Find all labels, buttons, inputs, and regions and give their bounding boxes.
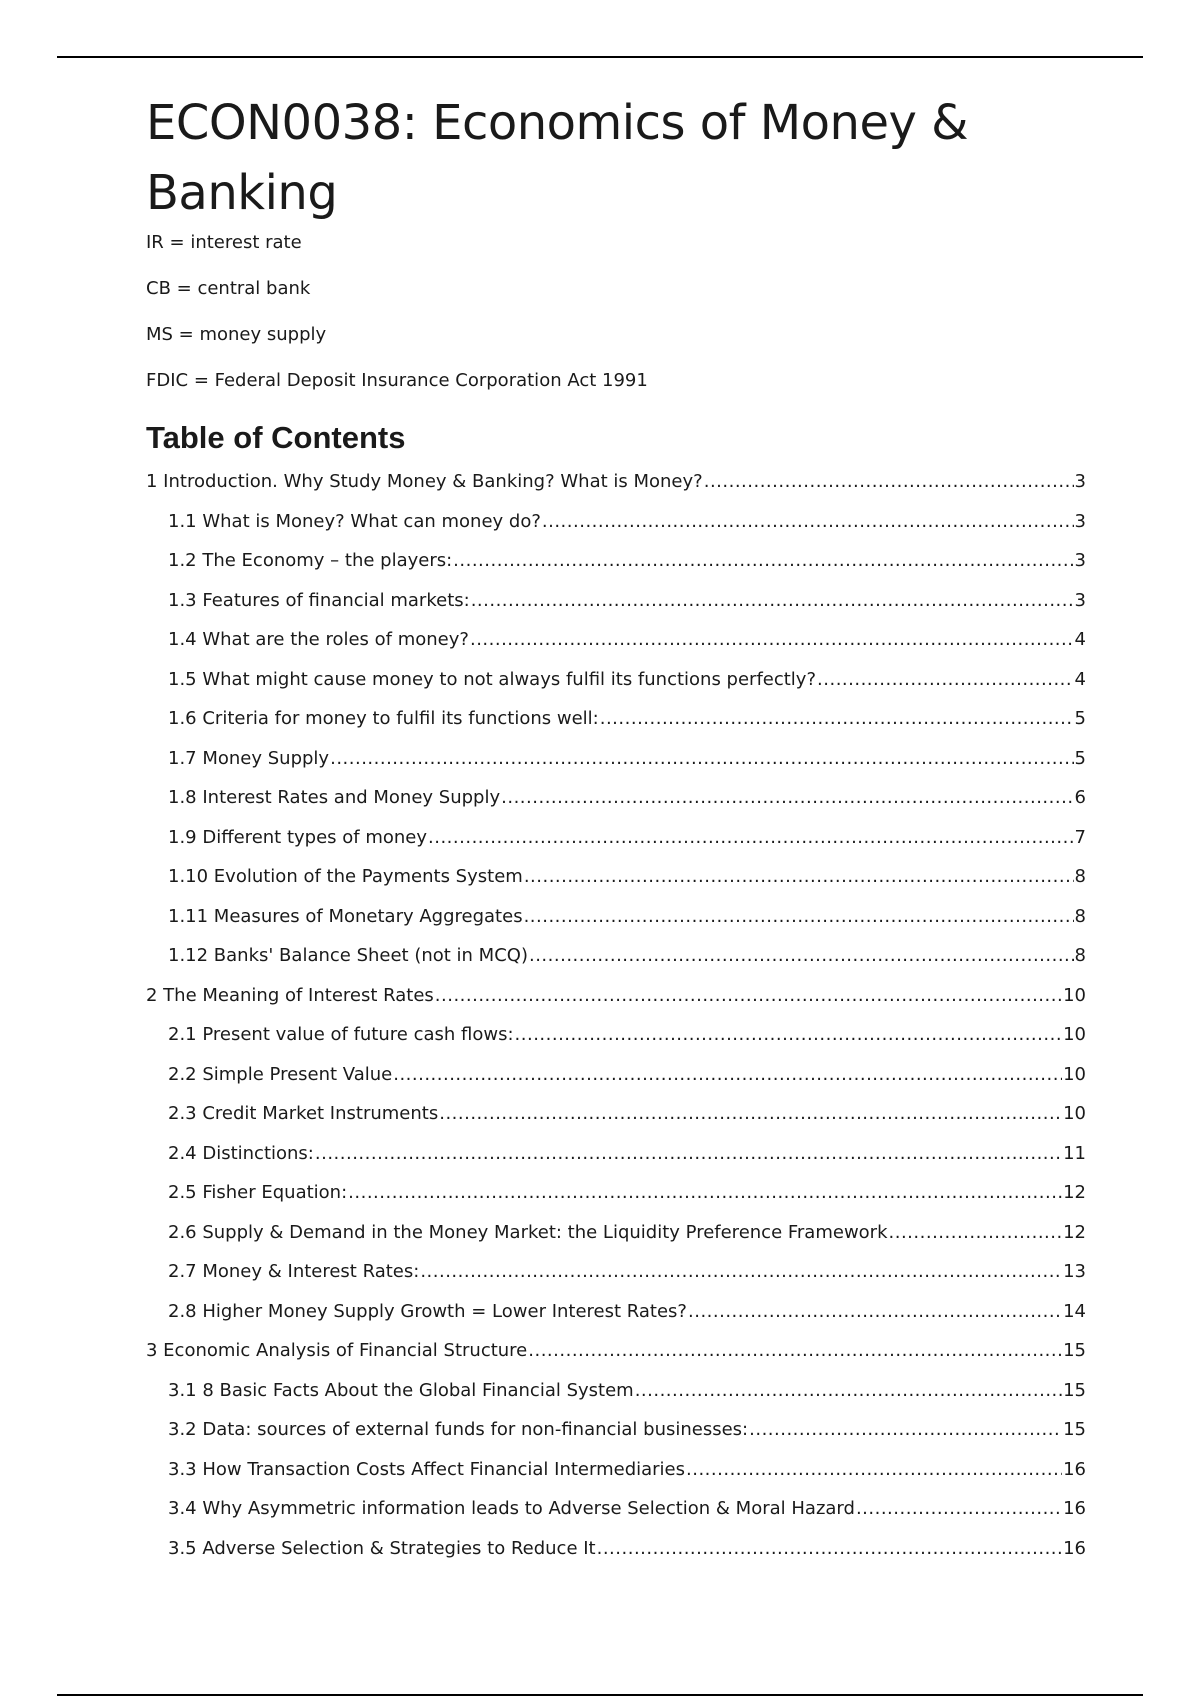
- toc-entry-page: 15: [1063, 1340, 1086, 1361]
- toc-dot-leader: [704, 470, 1074, 494]
- toc-entry-page: 4: [1074, 629, 1086, 650]
- toc-entry-title: 1.10 Evolution of the Payments System: [168, 866, 523, 887]
- toc-entry[interactable]: [146, 1458, 1086, 1498]
- document-body: [146, 88, 1086, 1576]
- toc-entry-title: 1.2 The Economy – the players:: [168, 550, 453, 571]
- toc-dot-leader: [471, 589, 1074, 613]
- toc-dot-leader: [501, 786, 1073, 810]
- toc-entry-page: 16: [1063, 1458, 1086, 1480]
- toc-entry-title: 1.12 Banks' Balance Sheet (not in MCQ): [168, 945, 528, 966]
- toc-entry-page: 7: [1074, 826, 1086, 848]
- toc-entry-page: 11: [1063, 1142, 1086, 1164]
- toc-dot-leader: [453, 549, 1073, 573]
- toc-entry[interactable]: [146, 1537, 1086, 1577]
- toc-entry-title: 1.9 Different types of money: [168, 826, 428, 848]
- toc-entry[interactable]: [146, 1339, 1086, 1379]
- toc-entry-page: 5: [1074, 708, 1086, 729]
- toc-entry-page: 3: [1074, 589, 1086, 611]
- toc-entry-page: 3: [1074, 550, 1086, 571]
- toc-dot-leader: [524, 905, 1074, 929]
- toc-entry-title: 2.4 Distinctions:: [168, 1142, 314, 1164]
- toc-dot-leader: [542, 510, 1074, 534]
- toc-dot-leader: [600, 707, 1074, 731]
- toc-entry[interactable]: [146, 1142, 1086, 1182]
- toc-entry-title: 1.3 Features of financial markets:: [168, 589, 470, 611]
- toc-entry[interactable]: [146, 1260, 1086, 1300]
- footer-rule: [57, 1694, 1143, 1696]
- toc-entry-title: 2.3 Credit Market Instruments: [168, 1103, 439, 1124]
- abbreviation-ir: IR = interest rate: [146, 232, 302, 253]
- toc-dot-leader: [817, 668, 1074, 692]
- toc-entry-page: 16: [1063, 1537, 1086, 1559]
- toc-entry[interactable]: [146, 1181, 1086, 1221]
- toc-entry-title: 2.2 Simple Present Value: [168, 1063, 393, 1085]
- toc-entry[interactable]: [146, 786, 1086, 826]
- abbreviation-fdic: FDIC = Federal Deposit Insurance Corporation Act 1991: [146, 370, 648, 391]
- toc-dot-leader: [428, 826, 1074, 850]
- toc-dot-leader: [330, 747, 1073, 771]
- toc-entry-title: 1.5 What might cause money to not always fulfil its functions perfectly?: [168, 668, 817, 690]
- toc-entry[interactable]: [146, 1063, 1086, 1103]
- toc-entry-title: 3.5 Adverse Selection & Strategies to Reduce It: [168, 1537, 596, 1559]
- toc-entry-page: 10: [1063, 984, 1086, 1006]
- toc-dot-leader: [515, 1023, 1063, 1047]
- toc-dot-leader: [439, 1102, 1062, 1126]
- toc-dot-leader: [528, 1339, 1062, 1363]
- toc-dot-leader: [686, 1458, 1062, 1482]
- toc-entry[interactable]: [146, 984, 1086, 1024]
- toc-entry-page: 10: [1063, 1063, 1086, 1085]
- table-of-contents: [146, 470, 1086, 1576]
- toc-entry-page: 10: [1063, 1024, 1086, 1045]
- toc-entry[interactable]: [146, 1221, 1086, 1261]
- toc-entry-page: 6: [1074, 787, 1086, 808]
- toc-dot-leader: [529, 944, 1074, 968]
- toc-entry-title: 1.4 What are the roles of money?: [168, 629, 469, 650]
- toc-dot-leader: [420, 1260, 1062, 1284]
- abbreviation-ms: MS = money supply: [146, 324, 327, 345]
- toc-dot-leader: [393, 1063, 1062, 1087]
- toc-entry-title: 1.11 Measures of Monetary Aggregates: [168, 905, 523, 927]
- toc-entry-page: 10: [1063, 1103, 1086, 1124]
- toc-entry-title: 2.1 Present value of future cash flows:: [168, 1024, 514, 1045]
- toc-entry-page: 14: [1063, 1300, 1086, 1322]
- toc-entry[interactable]: [146, 1379, 1086, 1419]
- toc-dot-leader: [749, 1418, 1062, 1442]
- toc-entry-page: 8: [1074, 866, 1086, 887]
- toc-entry[interactable]: [146, 668, 1086, 708]
- toc-entry[interactable]: [146, 826, 1086, 866]
- toc-entry[interactable]: [146, 1497, 1086, 1537]
- document-title: ECON0038: Economics of Money & Banking: [146, 95, 969, 221]
- toc-entry[interactable]: [146, 1418, 1086, 1458]
- toc-dot-leader: [856, 1497, 1062, 1521]
- toc-entry[interactable]: [146, 707, 1086, 747]
- toc-entry-title: 1.8 Interest Rates and Money Supply: [168, 787, 501, 808]
- toc-entry-page: 8: [1074, 945, 1086, 966]
- toc-entry-page: 5: [1074, 747, 1086, 769]
- header-rule: [57, 56, 1143, 58]
- toc-entry-title: 1.7 Money Supply: [168, 747, 330, 769]
- toc-entry[interactable]: [146, 549, 1086, 589]
- toc-dot-leader: [315, 1142, 1062, 1166]
- toc-entry-title: 3.4 Why Asymmetric information leads to Adverse Selection & Moral Hazard: [168, 1498, 855, 1519]
- toc-entry[interactable]: [146, 1023, 1086, 1063]
- toc-entry-title: 2.8 Higher Money Supply Growth = Lower Interest Rates?: [168, 1300, 687, 1322]
- toc-entry[interactable]: [146, 944, 1086, 984]
- toc-entry-page: 15: [1063, 1379, 1086, 1401]
- toc-entry-title: 2 The Meaning of Interest Rates: [146, 984, 434, 1006]
- toc-entry[interactable]: [146, 1102, 1086, 1142]
- toc-entry-page: 3: [1074, 510, 1086, 532]
- toc-entry-title: 2.6 Supply & Demand in the Money Market: the Liquidity Preference Framework: [168, 1221, 888, 1243]
- toc-entry-page: 13: [1063, 1261, 1086, 1282]
- toc-entry-page: 8: [1074, 905, 1086, 927]
- toc-dot-leader: [524, 865, 1074, 889]
- toc-dot-leader: [470, 628, 1074, 652]
- toc-entry-title: 1.1 What is Money? What can money do?: [168, 510, 541, 532]
- toc-entry-title: 3.1 8 Basic Facts About the Global Financial System: [168, 1379, 634, 1401]
- toc-entry[interactable]: [146, 470, 1086, 510]
- toc-entry[interactable]: [146, 747, 1086, 787]
- toc-entry-page: 12: [1063, 1182, 1086, 1203]
- toc-entry-title: 3.2 Data: sources of external funds for non-financial businesses:: [168, 1419, 749, 1440]
- toc-entry-page: 12: [1063, 1221, 1086, 1243]
- toc-entry-page: 4: [1074, 668, 1086, 690]
- toc-entry[interactable]: [146, 628, 1086, 668]
- toc-entry-title: 3 Economic Analysis of Financial Structure: [146, 1340, 528, 1361]
- abbreviation-cb: CB = central bank: [146, 278, 311, 299]
- toc-dot-leader: [348, 1181, 1062, 1205]
- toc-entry-page: 3: [1074, 471, 1086, 492]
- toc-entry[interactable]: [146, 865, 1086, 905]
- toc-entry-title: 3.3 How Transaction Costs Affect Financial Intermediaries: [168, 1458, 686, 1480]
- toc-entry[interactable]: [146, 1300, 1086, 1340]
- toc-entry[interactable]: [146, 589, 1086, 629]
- toc-dot-leader: [635, 1379, 1062, 1403]
- toc-heading: Table of Contents: [146, 420, 406, 455]
- toc-dot-leader: [435, 984, 1062, 1008]
- toc-entry[interactable]: [146, 510, 1086, 550]
- toc-dot-leader: [889, 1221, 1063, 1245]
- toc-entry-title: 2.7 Money & Interest Rates:: [168, 1261, 420, 1282]
- toc-dot-leader: [597, 1537, 1062, 1561]
- toc-entry-title: 1.6 Criteria for money to fulfil its functions well:: [168, 708, 599, 729]
- toc-entry-title: 1 Introduction. Why Study Money & Banking? What is Money?: [146, 471, 703, 492]
- toc-entry-page: 15: [1063, 1419, 1086, 1440]
- toc-entry-page: 16: [1063, 1498, 1086, 1519]
- toc-entry-title: 2.5 Fisher Equation:: [168, 1182, 348, 1203]
- toc-entry[interactable]: [146, 905, 1086, 945]
- toc-dot-leader: [688, 1300, 1062, 1324]
